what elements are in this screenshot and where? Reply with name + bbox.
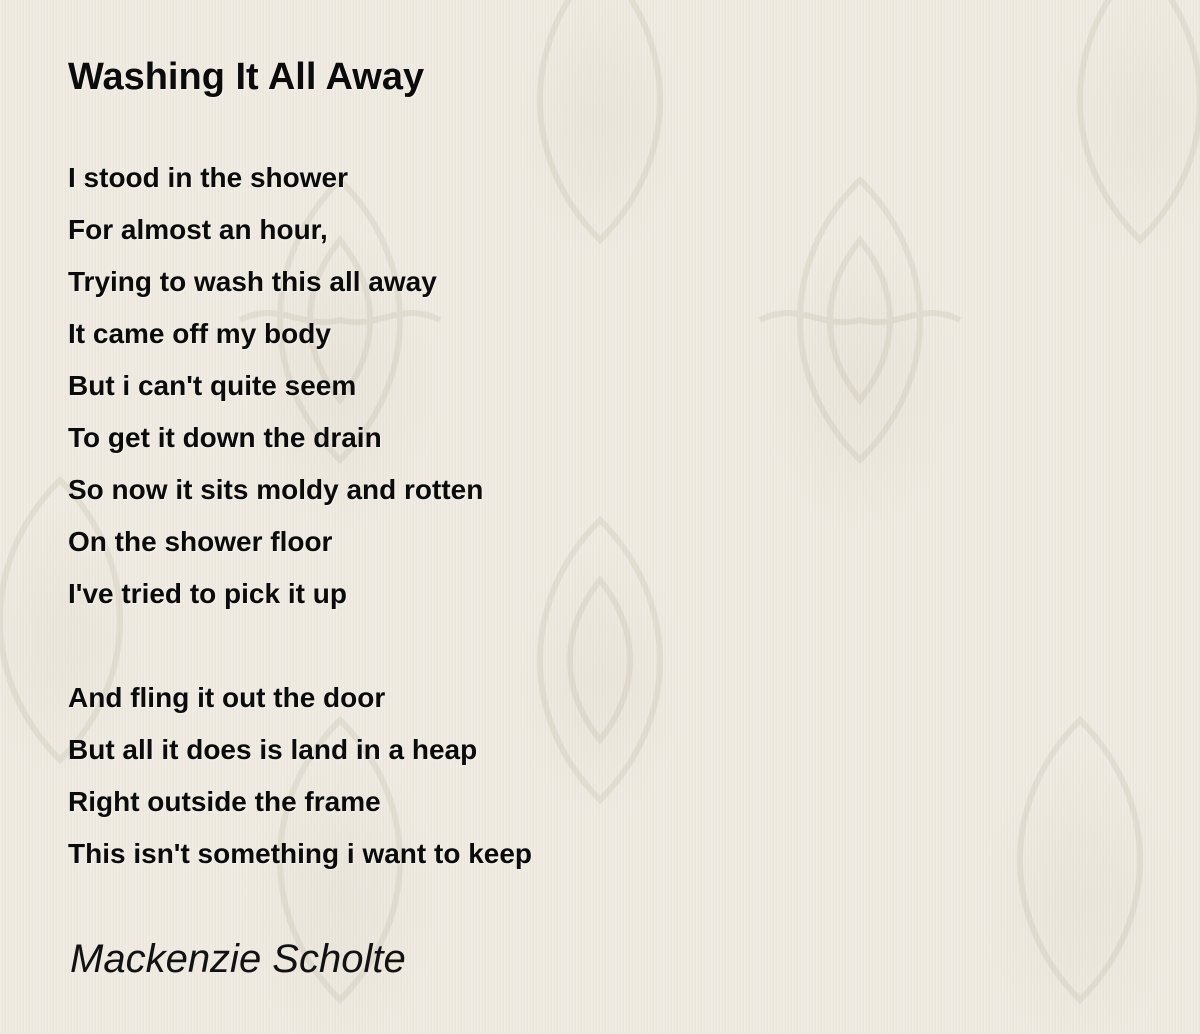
poem-line: On the shower floor [68, 526, 333, 557]
poem-line: But all it does is land in a heap [68, 734, 478, 765]
stanza-2 [68, 672, 532, 880]
stanza-1 [68, 152, 532, 620]
poem-title: Washing It All Away [68, 56, 425, 98]
poem-line: For almost an hour, [68, 214, 328, 245]
poem-line: I stood in the shower [68, 162, 349, 193]
poem-line: Trying to wash this all away [68, 266, 437, 297]
stanza-break [68, 620, 532, 672]
poem-line: This isn't something i want to keep [68, 838, 533, 869]
poem-line: And fling it out the door [68, 682, 386, 713]
poem-line: Right outside the frame [68, 786, 381, 817]
poem-line: So now it sits moldy and rotten [68, 474, 484, 505]
poem-line: But i can't quite seem [68, 370, 357, 401]
poem-body [68, 152, 532, 880]
poem-author: Mackenzie Scholte [70, 937, 406, 981]
poem-card [68, 0, 1168, 1034]
poem-line: It came off my body [68, 318, 331, 349]
poem-line: To get it down the drain [68, 422, 382, 453]
poem-line: I've tried to pick it up [68, 578, 347, 609]
